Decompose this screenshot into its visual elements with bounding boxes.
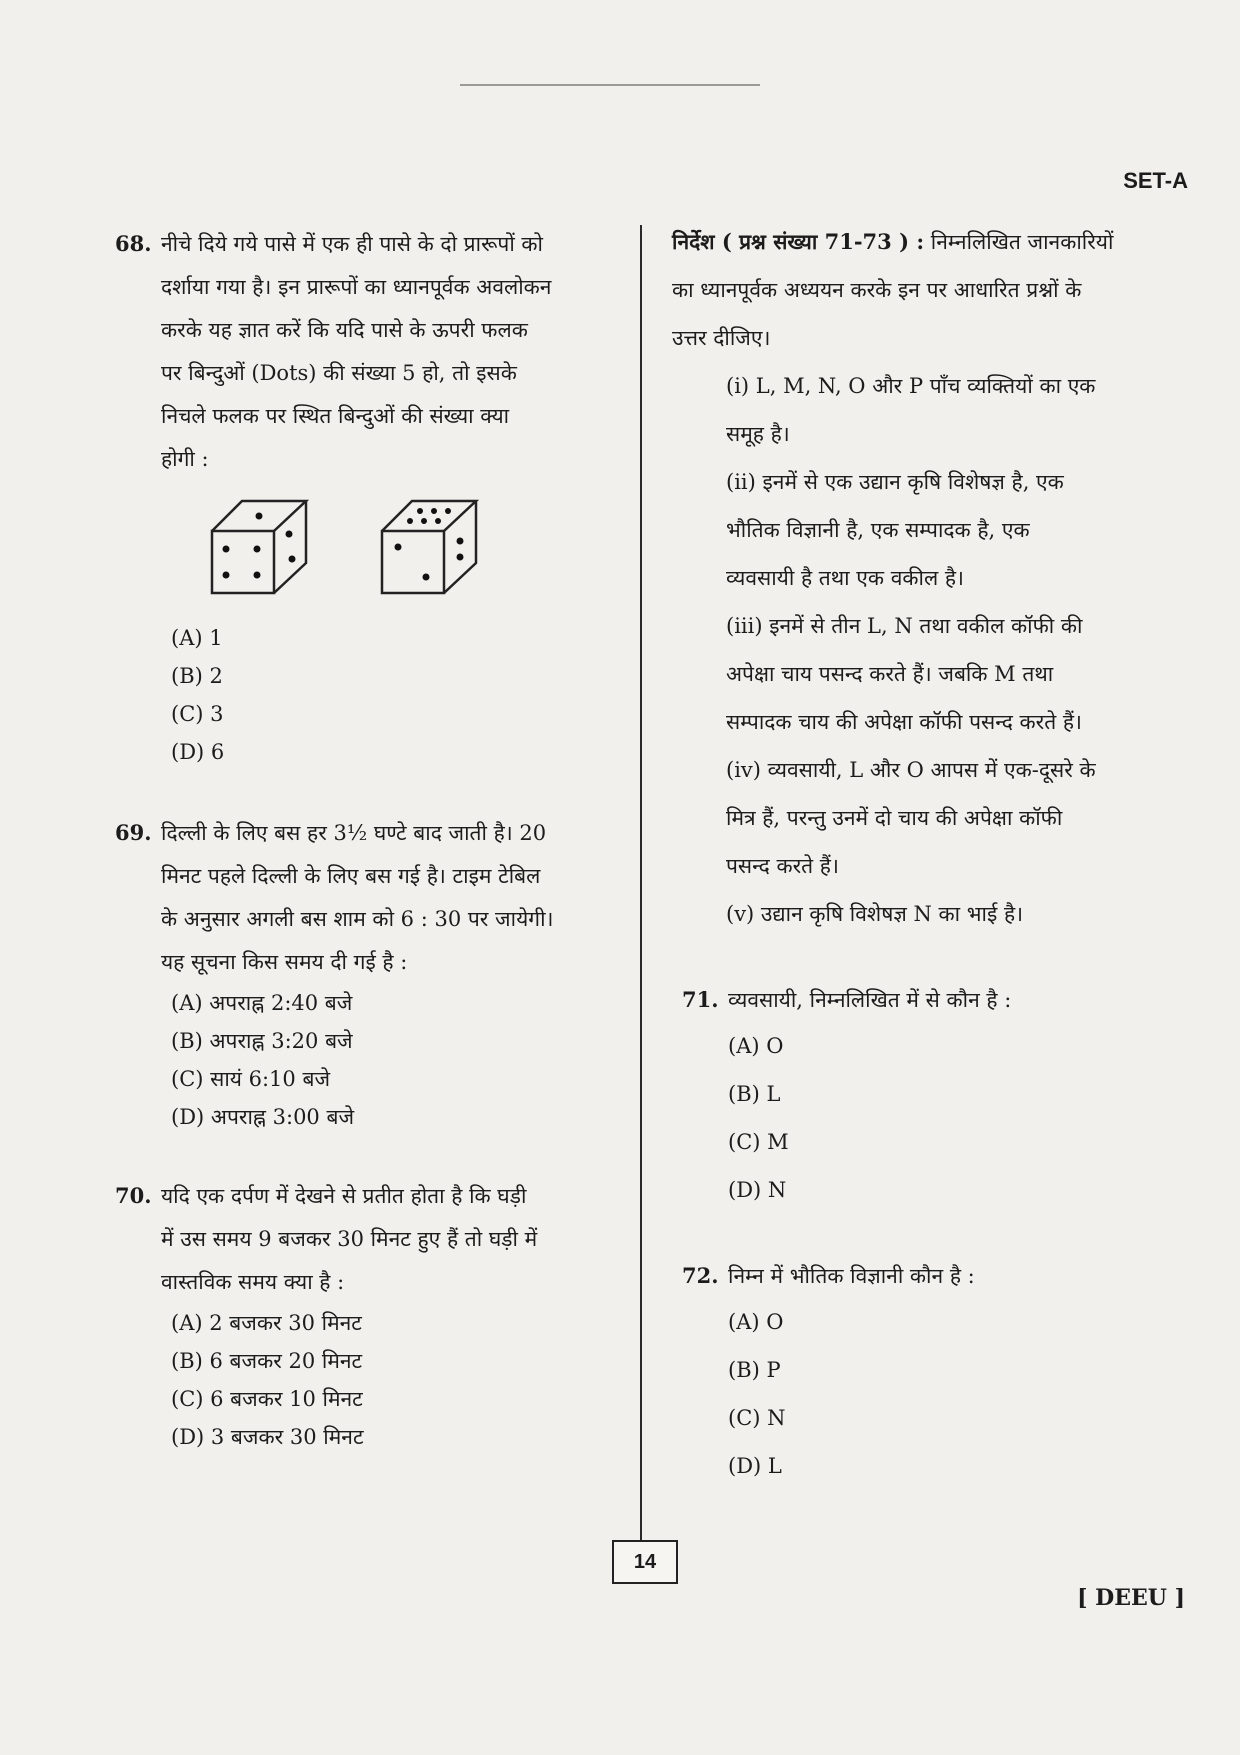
fact-iv xyxy=(726,746,1182,890)
option-d[interactable]: (D) L xyxy=(728,1454,782,1478)
dice-1-figure xyxy=(210,499,310,599)
options-71 xyxy=(672,1022,1182,1214)
option-c[interactable]: (C) N xyxy=(728,1406,786,1430)
fact-line: (i) L, M, N, O और P पाँच व्यक्तियों का एक xyxy=(726,374,1096,398)
fact-line: अपेक्षा चाय पसन्द करते हैं। जबकि M तथा xyxy=(726,662,1054,686)
left-column xyxy=(115,222,620,1456)
directions-line: का ध्यानपूर्वक अध्ययन करके इन पर आधारित प्रश्नों के xyxy=(672,278,1082,302)
question-line: यदि एक दर्पण में देखने से प्रतीत होता है कि घड़ी xyxy=(161,1184,527,1208)
dice-figure xyxy=(115,499,620,603)
option-c[interactable]: (C) 3 xyxy=(171,702,224,726)
dice-2-figure xyxy=(380,499,480,599)
question-71 xyxy=(672,978,1182,1022)
fact-line: व्यवसायी है तथा एक वकील है। xyxy=(726,566,964,590)
question-number: 71. xyxy=(682,987,719,1012)
option-a[interactable]: (A) 2 बजकर 30 मिनट xyxy=(171,1311,362,1335)
fact-iii xyxy=(726,602,1182,746)
paper-code: [ DEEU ] xyxy=(1077,1585,1185,1611)
option-d[interactable]: (D) अपराह्न 3:00 बजे xyxy=(171,1105,355,1129)
question-70 xyxy=(115,1174,620,1304)
question-number: 68. xyxy=(115,231,152,256)
question-line: दिल्ली के लिए बस हर 3½ घण्टे बाद जाती है। 20 xyxy=(161,821,547,845)
option-c[interactable]: (C) 6 बजकर 10 मिनट xyxy=(171,1387,363,1411)
set-label: SET-A xyxy=(1123,168,1188,193)
directions-71-73 xyxy=(672,218,1182,362)
question-line: नीचे दिये गये पासे में एक ही पासे के दो प्रारूपों को xyxy=(161,232,544,256)
option-c[interactable]: (C) M xyxy=(728,1130,789,1154)
option-b[interactable]: (B) 2 xyxy=(171,664,223,688)
option-d[interactable]: (D) 3 बजकर 30 मिनट xyxy=(171,1425,364,1449)
fact-i xyxy=(726,362,1182,458)
options-69 xyxy=(115,984,620,1136)
fact-line: (v) उद्यान कृषि विशेषज्ञ N का भाई है। xyxy=(726,902,1024,926)
question-line: यह सूचना किस समय दी गई है : xyxy=(161,950,408,974)
option-c[interactable]: (C) सायं 6:10 बजे xyxy=(171,1067,331,1091)
question-line: निम्न में भौतिक विज्ञानी कौन है : xyxy=(728,1264,975,1288)
option-a[interactable]: (A) O xyxy=(728,1034,784,1058)
right-column xyxy=(672,218,1182,1490)
directions-line: उत्तर दीजिए। xyxy=(672,326,771,350)
option-a[interactable]: (A) O xyxy=(728,1310,784,1334)
directions-heading: निर्देश ( प्रश्न संख्या 71-73 ) : xyxy=(672,229,925,254)
fact-line: (iv) व्यवसायी, L और O आपस में एक-दूसरे के xyxy=(726,758,1096,782)
question-number: 70. xyxy=(115,1183,152,1208)
page-top-rule xyxy=(460,84,760,86)
question-line: व्यवसायी, निम्नलिखित में से कौन है : xyxy=(728,988,1012,1012)
options-68 xyxy=(115,619,620,771)
question-72 xyxy=(672,1254,1182,1298)
fact-line: समूह है। xyxy=(726,422,790,446)
fact-line: मित्र हैं, परन्तु उनमें दो चाय की अपेक्षा कॉफी xyxy=(726,806,1063,830)
question-68 xyxy=(115,222,620,481)
fact-line: भौतिक विज्ञानी है, एक सम्पादक है, एक xyxy=(726,518,1030,542)
fact-v xyxy=(726,890,1182,938)
page-number: 14 xyxy=(612,1540,678,1584)
fact-line: सम्पादक चाय की अपेक्षा कॉफी पसन्द करते हैं। xyxy=(726,710,1083,734)
question-line: होगी : xyxy=(161,447,209,471)
option-a[interactable]: (A) अपराह्न 2:40 बजे xyxy=(171,991,353,1015)
column-divider xyxy=(640,225,642,1540)
question-line: दर्शाया गया है। इन प्रारूपों का ध्यानपूर्वक अवलोकन xyxy=(161,275,552,299)
fact-line: (iii) इनमें से तीन L, N तथा वकील कॉफी की xyxy=(726,614,1083,638)
option-d[interactable]: (D) N xyxy=(728,1178,787,1202)
question-line: करके यह ज्ञात करें कि यदि पासे के ऊपरी फलक xyxy=(161,318,528,342)
options-70 xyxy=(115,1304,620,1456)
facts-list xyxy=(672,362,1182,938)
question-line: पर बिन्दुओं (Dots) की संख्या 5 हो, तो इसके xyxy=(161,361,517,385)
question-line: मिनट पहले दिल्ली के लिए बस गई है। टाइम टेबिल xyxy=(161,864,541,888)
option-b[interactable]: (B) P xyxy=(728,1358,781,1382)
question-number: 72. xyxy=(682,1263,719,1288)
fact-ii xyxy=(726,458,1182,602)
fact-line: (ii) इनमें से एक उद्यान कृषि विशेषज्ञ है, एक xyxy=(726,470,1064,494)
fact-line: पसन्द करते हैं। xyxy=(726,854,839,878)
options-72 xyxy=(672,1298,1182,1490)
directions-line: निम्नलिखित जानकारियों xyxy=(930,230,1114,254)
question-line: में उस समय 9 बजकर 30 मिनट हुए हैं तो घड़ी में xyxy=(161,1227,538,1251)
option-b[interactable]: (B) अपराह्न 3:20 बजे xyxy=(171,1029,353,1053)
option-b[interactable]: (B) L xyxy=(728,1082,781,1106)
question-line: वास्तविक समय क्या है : xyxy=(161,1270,345,1294)
question-line: निचले फलक पर स्थित बिन्दुओं की संख्या क्या xyxy=(161,404,510,428)
option-b[interactable]: (B) 6 बजकर 20 मिनट xyxy=(171,1349,363,1373)
question-line: के अनुसार अगली बस शाम को 6 : 30 पर जायेगी। xyxy=(161,907,554,931)
option-d[interactable]: (D) 6 xyxy=(171,740,225,764)
question-69 xyxy=(115,811,620,984)
question-number: 69. xyxy=(115,820,152,845)
option-a[interactable]: (A) 1 xyxy=(171,626,223,650)
